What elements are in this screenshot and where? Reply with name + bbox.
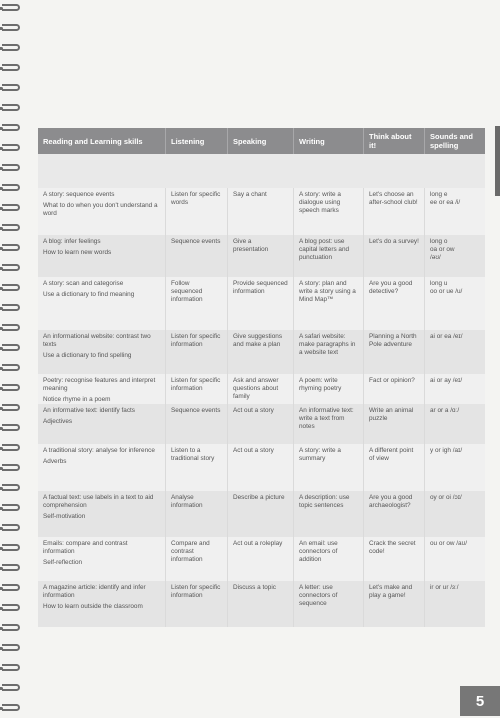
spiral-ring bbox=[2, 124, 20, 131]
cell-reading-line: Self-motivation bbox=[43, 513, 86, 520]
cell-reading bbox=[38, 374, 166, 404]
spiral-ring bbox=[2, 504, 20, 511]
cell-writing: A poem: write rhyming poetry bbox=[294, 374, 364, 404]
table-row bbox=[38, 188, 485, 235]
spiral-ring bbox=[2, 384, 20, 391]
cell-sounds-spelling-line: ee or ea /i/ bbox=[430, 199, 461, 206]
cell-sounds-spelling bbox=[425, 404, 485, 444]
cell-sounds-spelling-line: ar or a /ɑː/ bbox=[430, 407, 460, 414]
cell-reading-line: Use a dictionary to find spelling bbox=[43, 352, 132, 359]
cell-reading bbox=[38, 581, 166, 627]
table-body bbox=[38, 188, 485, 627]
cell-reading-line: An informative text: identify facts bbox=[43, 407, 135, 414]
cell-reading-line: How to learn new words bbox=[43, 249, 112, 256]
table-row bbox=[38, 330, 485, 374]
spiral-ring bbox=[2, 304, 20, 311]
cell-think-about-it: Fact or opinion? bbox=[364, 374, 425, 404]
spiral-ring bbox=[2, 544, 20, 551]
cell-sounds-spelling bbox=[425, 188, 485, 235]
cell-think-about-it: Are you a good detective? bbox=[364, 277, 425, 330]
table-row bbox=[38, 404, 485, 444]
cell-sounds-spelling bbox=[425, 330, 485, 374]
cell-think-about-it: Are you a good archaeologist? bbox=[364, 491, 425, 537]
cell-reading-line: Adverbs bbox=[43, 458, 67, 465]
cell-writing: A safari website: make paragraphs in a website text bbox=[294, 330, 364, 374]
cell-speaking: Say a chant bbox=[228, 188, 294, 235]
cell-sounds-spelling-line: ir or ur /ɜː/ bbox=[430, 584, 459, 591]
spiral-ring bbox=[2, 584, 20, 591]
spiral-ring bbox=[2, 464, 20, 471]
cell-listening: Sequence events bbox=[166, 235, 228, 277]
cell-think-about-it: Planning a North Pole adventure bbox=[364, 330, 425, 374]
cell-reading bbox=[38, 404, 166, 444]
spiral-ring bbox=[2, 24, 20, 31]
cell-reading-line: A story: sequence events bbox=[43, 191, 115, 198]
spiral-ring bbox=[2, 424, 20, 431]
cell-writing: An informative text: write a text from notes bbox=[294, 404, 364, 444]
cell-reading-line: Poetry: recognise features and interpret meaning bbox=[43, 377, 156, 392]
edge-tab bbox=[495, 126, 500, 196]
spiral-ring bbox=[2, 44, 20, 51]
curriculum-table bbox=[38, 128, 485, 627]
cell-sounds-spelling-line: oy or oi /ɔɪ/ bbox=[430, 494, 462, 501]
cell-sounds-spelling-line: long u bbox=[430, 280, 448, 287]
cell-sounds-spelling-line: y or igh /aɪ/ bbox=[430, 447, 463, 454]
cell-reading-line: A magazine article: identify and infer information bbox=[43, 584, 146, 599]
spiral-ring bbox=[2, 624, 20, 631]
cell-sounds-spelling bbox=[425, 581, 485, 627]
blank-row bbox=[38, 154, 485, 188]
cell-speaking: Act out a story bbox=[228, 404, 294, 444]
spiral-ring bbox=[2, 604, 20, 611]
cell-listening: Follow sequenced information bbox=[166, 277, 228, 330]
table-row bbox=[38, 235, 485, 277]
cell-reading bbox=[38, 330, 166, 374]
cell-reading-line: Self-reflection bbox=[43, 559, 83, 566]
cell-listening: Analyse information bbox=[166, 491, 228, 537]
cell-sounds-spelling-line: oo or ue /u/ bbox=[430, 288, 463, 295]
cell-speaking: Act out a roleplay bbox=[228, 537, 294, 581]
cell-reading bbox=[38, 188, 166, 235]
spiral-binding bbox=[0, 0, 26, 718]
cell-speaking: Give suggestions and make a plan bbox=[228, 330, 294, 374]
cell-reading-line: Notice rhyme in a poem bbox=[43, 396, 111, 403]
spiral-ring bbox=[2, 444, 20, 451]
cell-sounds-spelling-line: oa or ow bbox=[430, 246, 455, 253]
cell-sounds-spelling-line: ai or ay /eɪ/ bbox=[430, 377, 463, 384]
cell-writing: A description: use topic sentences bbox=[294, 491, 364, 537]
cell-reading-line: Use a dictionary to find meaning bbox=[43, 291, 135, 298]
cell-writing: An email: use connectors of addition bbox=[294, 537, 364, 581]
cell-reading-line: Emails: compare and contrast information bbox=[43, 540, 128, 555]
spiral-ring bbox=[2, 144, 20, 151]
table-row bbox=[38, 537, 485, 581]
cell-sounds-spelling bbox=[425, 537, 485, 581]
spiral-ring bbox=[2, 364, 20, 371]
cell-listening: Listen for specific information bbox=[166, 374, 228, 404]
cell-sounds-spelling bbox=[425, 374, 485, 404]
cell-think-about-it: Crack the secret code! bbox=[364, 537, 425, 581]
spiral-ring bbox=[2, 484, 20, 491]
table-row bbox=[38, 374, 485, 404]
cell-sounds-spelling-line: long o bbox=[430, 238, 448, 245]
cell-sounds-spelling-line: /əʊ/ bbox=[430, 254, 441, 261]
spiral-ring bbox=[2, 4, 20, 11]
header-sounds-spelling: Sounds and spelling bbox=[430, 132, 473, 150]
spiral-ring bbox=[2, 284, 20, 291]
cell-listening: Compare and contrast information bbox=[166, 537, 228, 581]
spiral-ring bbox=[2, 644, 20, 651]
spiral-ring bbox=[2, 664, 20, 671]
spiral-ring bbox=[2, 184, 20, 191]
cell-reading-line: How to learn outside the classroom bbox=[43, 603, 143, 610]
cell-writing: A story: write a dialogue using speech marks bbox=[294, 188, 364, 235]
cell-speaking: Provide sequenced information bbox=[228, 277, 294, 330]
spiral-ring bbox=[2, 404, 20, 411]
cell-sounds-spelling-line: ai or ea /eɪ/ bbox=[430, 333, 463, 340]
cell-speaking: Ask and answer questions about family bbox=[228, 374, 294, 404]
spiral-ring bbox=[2, 684, 20, 691]
spiral-ring bbox=[2, 84, 20, 91]
cell-reading bbox=[38, 277, 166, 330]
header-speaking: Speaking bbox=[228, 128, 294, 154]
cell-sounds-spelling-line: long e bbox=[430, 191, 448, 198]
cell-listening: Listen for specific information bbox=[166, 330, 228, 374]
cell-listening: Listen to a traditional story bbox=[166, 444, 228, 491]
cell-think-about-it: Let's choose an after-school club! bbox=[364, 188, 425, 235]
cell-think-about-it: Let's do a survey! bbox=[364, 235, 425, 277]
cell-reading-line: Adjectives bbox=[43, 418, 73, 425]
spiral-ring bbox=[2, 564, 20, 571]
cell-reading bbox=[38, 491, 166, 537]
spiral-ring bbox=[2, 224, 20, 231]
cell-sounds-spelling-line: ou or ow /aʊ/ bbox=[430, 540, 468, 547]
cell-reading-line: A story: scan and categorise bbox=[43, 280, 124, 287]
cell-sounds-spelling bbox=[425, 277, 485, 330]
cell-writing: A blog post: use capital letters and punctuation bbox=[294, 235, 364, 277]
header-think-about-it: Think about it! bbox=[364, 128, 425, 154]
spiral-ring bbox=[2, 244, 20, 251]
cell-listening: Sequence events bbox=[166, 404, 228, 444]
cell-reading-line: A factual text: use labels in a text to aid comprehension bbox=[43, 494, 154, 509]
cell-listening: Listen for specific words bbox=[166, 188, 228, 235]
cell-sounds-spelling bbox=[425, 235, 485, 277]
table-row bbox=[38, 444, 485, 491]
spiral-ring bbox=[2, 524, 20, 531]
spiral-ring bbox=[2, 344, 20, 351]
cell-sounds-spelling bbox=[425, 491, 485, 537]
table-row bbox=[38, 491, 485, 537]
cell-reading bbox=[38, 235, 166, 277]
cell-writing: A story: write a summary bbox=[294, 444, 364, 491]
spiral-ring bbox=[2, 324, 20, 331]
cell-sounds-spelling bbox=[425, 444, 485, 491]
spiral-ring bbox=[2, 264, 20, 271]
header-reading: Reading and Learning skills bbox=[38, 128, 166, 154]
spiral-ring bbox=[2, 104, 20, 111]
header-writing: Writing bbox=[294, 128, 364, 154]
cell-listening: Listen for specific information bbox=[166, 581, 228, 627]
cell-think-about-it: Write an animal puzzle bbox=[364, 404, 425, 444]
cell-speaking: Give a presentation bbox=[228, 235, 294, 277]
header-listening: Listening bbox=[166, 128, 228, 154]
cell-speaking: Discuss a topic bbox=[228, 581, 294, 627]
table-header bbox=[38, 128, 485, 154]
cell-reading bbox=[38, 444, 166, 491]
cell-think-about-it: Let's make and play a game! bbox=[364, 581, 425, 627]
spiral-ring bbox=[2, 704, 20, 711]
cell-reading-line: What to do when you don't understand a word bbox=[43, 202, 158, 217]
cell-writing: A letter: use connectors of sequence bbox=[294, 581, 364, 627]
table-row bbox=[38, 277, 485, 330]
spiral-ring bbox=[2, 164, 20, 171]
cell-reading-line: A traditional story: analyse for inference bbox=[43, 447, 155, 454]
cell-writing: A story: plan and write a story using a Mind Map™ bbox=[294, 277, 364, 330]
spiral-ring bbox=[2, 64, 20, 71]
cell-speaking: Act out a story bbox=[228, 444, 294, 491]
cell-reading-line: An informational website: contrast two texts bbox=[43, 333, 151, 348]
cell-reading bbox=[38, 537, 166, 581]
spiral-ring bbox=[2, 204, 20, 211]
cell-speaking: Describe a picture bbox=[228, 491, 294, 537]
cell-think-about-it: A different point of view bbox=[364, 444, 425, 491]
table-row bbox=[38, 581, 485, 627]
cell-reading-line: A blog: infer feelings bbox=[43, 238, 101, 245]
page-number: 5 bbox=[460, 686, 500, 716]
